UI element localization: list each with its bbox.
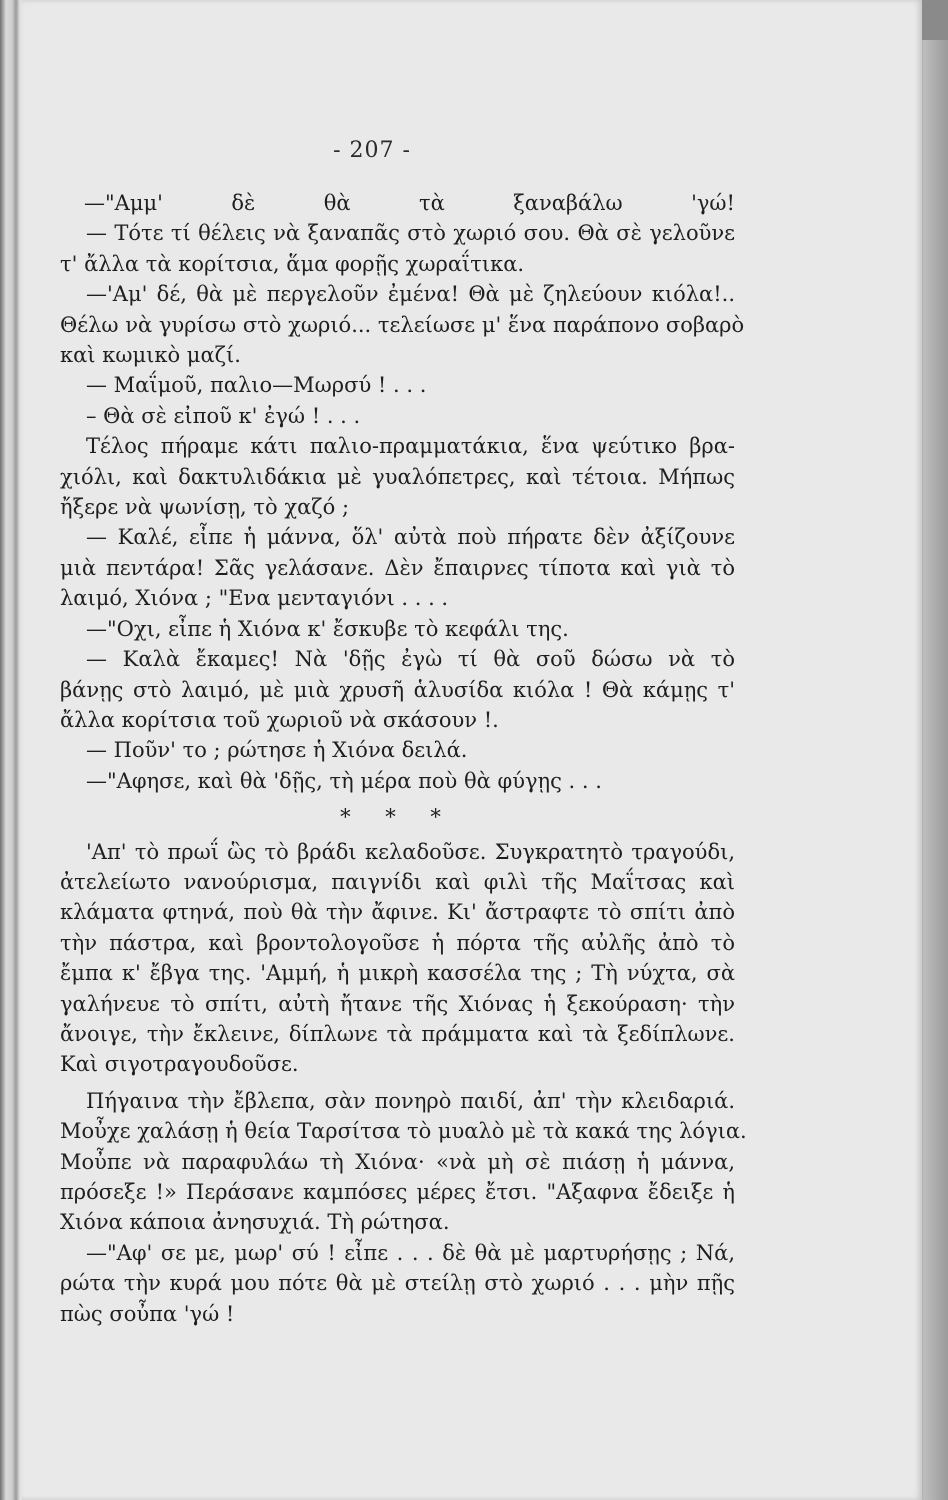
text-line: ἔμπα κ' ἔβγα της. 'Αμμή, ἡ μικρὴ κασσέλα της ; Τὴ νύχτα, σὰ bbox=[60, 961, 735, 986]
text-line: γαλήνευε τὸ σπίτι, αὐτὴ ἤτανε τῆς Χιόνας ἡ ξεκούραση· τὴν bbox=[60, 991, 735, 1016]
text-line: — Ποῦν' το ; ρώτησε ἡ Χιόνα δειλά. bbox=[86, 738, 468, 763]
text-line: ἄλλα κορίτσια τοῦ χωριοῦ νὰ σκάσουν !. bbox=[60, 707, 499, 732]
text-line: Καὶ σιγοτραγουδοῦσε. bbox=[60, 1052, 299, 1077]
text-line: – Θὰ σὲ εἰποῦ κ' ἐγώ ! . . . bbox=[86, 403, 361, 428]
text-line: μιὰ πεντάρα! Σᾶς γελάσανε. Δὲν ἔπαιρνες τίποτα καὶ γιὰ τὸ bbox=[60, 555, 735, 580]
text-line: ἀτελείωτο νανούρισμα, παιγνίδι καὶ φιλὶ τῆς Μαΐτσας καὶ bbox=[60, 869, 735, 894]
section-break: * * * bbox=[340, 805, 455, 830]
text-line: ἤξερε νὰ ψωνίσῃ, τὸ χαζό ; bbox=[60, 495, 350, 520]
text-line: Μοὖπε νὰ παραφυλάω τὴ Χιόνα· «νὰ μὴ σὲ πιάσῃ ἡ μάννα, bbox=[60, 1149, 735, 1174]
text-line: — Καλέ, εἶπε ἡ μάννα, ὅλ' αὐτὰ ποὺ πήρατε δὲν ἀξίζουνε bbox=[86, 525, 735, 550]
text-line: ρώτα τὴν κυρά μου πότε θὰ μὲ στείλῃ στὸ χωριό . . . μὴν πῇς bbox=[60, 1271, 735, 1296]
text-line: βάνῃς στὸ λαιμό, μὲ μιὰ χρυσῆ ἁλυσίδα κιόλα ! Θὰ κάμῃς τ' bbox=[60, 677, 735, 702]
text-line: χιόλι, καὶ δακτυλιδάκια μὲ γυαλόπετρες, καὶ τέτοια. Μήπως bbox=[60, 464, 735, 489]
text-line: 'Απ' τὸ πρωΐ ὣς τὸ βράδι κελαδοῦσε. Συγκρατητὸ τραγούδι, bbox=[86, 839, 735, 864]
text-line: Μοὖχε χαλάσῃ ἡ θεία Ταρσίτσα τὸ μυαλὸ μὲ τὰ κακά της λόγια. bbox=[60, 1119, 747, 1144]
text-line: ἄνοιγε, τὴν ἔκλεινε, δίπλωνε τὰ πράμματα καὶ τὰ ξεδίπλωνε. bbox=[60, 1021, 735, 1046]
text-line: —"Αμμ' δὲ θὰ τὰ ξαναβάλω 'γώ! bbox=[84, 191, 735, 215]
text-line: Πήγαινα τὴν ἔβλεπα, σὰν πονηρὸ παιδί, ἀπ' τὴν κλειδαριά. bbox=[86, 1088, 735, 1113]
text-line: —"Οχι, εἶπε ἡ Χιόνα κ' ἔσκυβε τὸ κεφάλι της. bbox=[86, 616, 569, 641]
text-line: καὶ κωμικὸ μαζί. bbox=[60, 343, 241, 368]
page-text bbox=[60, 188, 747, 1329]
text-line: Θέλω νὰ γυρίσω στὸ χωριό... τελείωσε μ' ἕνα παράπονο σοβαρὸ bbox=[60, 312, 745, 337]
text-line: τὴν πάστρα, καὶ βροντολογοῦσε ἡ πόρτα τῆς αὐλῆς ἀπὸ τὸ bbox=[60, 930, 735, 955]
text-line: — Μαΐμοῦ, παλιο—Μωρσύ ! . . . bbox=[86, 373, 427, 398]
text-line: πρόσεξε !» Περάσανε καμπόσες μέρες ἔτσι. "Αξαφνα ἔδειξε ἡ bbox=[60, 1180, 735, 1204]
page-number: - 207 - bbox=[333, 138, 411, 163]
text-line: —"Αφησε, καὶ θὰ 'δῇς, τὴ μέρα ποὺ θὰ φύγῃς . . . bbox=[86, 768, 602, 793]
book-gutter bbox=[0, 0, 22, 1500]
text-line: —'Αμ' δέ, θὰ μὲ περγελοῦν ἐμένα! Θὰ μὲ ζηλεύουν κιόλα!.. bbox=[86, 282, 735, 307]
text-line: — Καλὰ ἔκαμες! Νὰ 'δῇς ἐγὼ τί θὰ σοῦ δώσω νὰ τὸ bbox=[86, 647, 735, 672]
book-page bbox=[22, 0, 922, 1500]
text-line: πὼς σοὖπα 'γώ ! bbox=[60, 1301, 235, 1326]
text-line: λαιμό, Χιόνα ; "Ενα μενταγιόνι . . . . bbox=[60, 586, 449, 611]
text-line: κλάματα φτηνά, ποὺ θὰ τὴν ἄφινε. Κι' ἄστραφτε τὸ σπίτι ἀπὸ bbox=[60, 900, 735, 925]
text-line: —"Αφ' σε με, μωρ' σύ ! εἶπε . . . δὲ θὰ μὲ μαρτυρήσῃς ; Νά, bbox=[86, 1240, 735, 1265]
text-line: τ' ἄλλα τὰ κορίτσια, ἅμα φορῇς χωραΐτικα. bbox=[60, 251, 525, 276]
text-line: Χιόνα κάποια ἀνησυχιά. Τὴ ρώτησα. bbox=[60, 1210, 450, 1235]
text-line: Τέλος πήραμε κάτι παλιο-πραμματάκια, ἕνα ψεύτικο βρα- bbox=[86, 434, 735, 459]
text-line: — Τότε τί θέλεις νὰ ξαναπᾶς στὸ χωριό σου. Θὰ σὲ γελοῦνε bbox=[86, 221, 735, 246]
